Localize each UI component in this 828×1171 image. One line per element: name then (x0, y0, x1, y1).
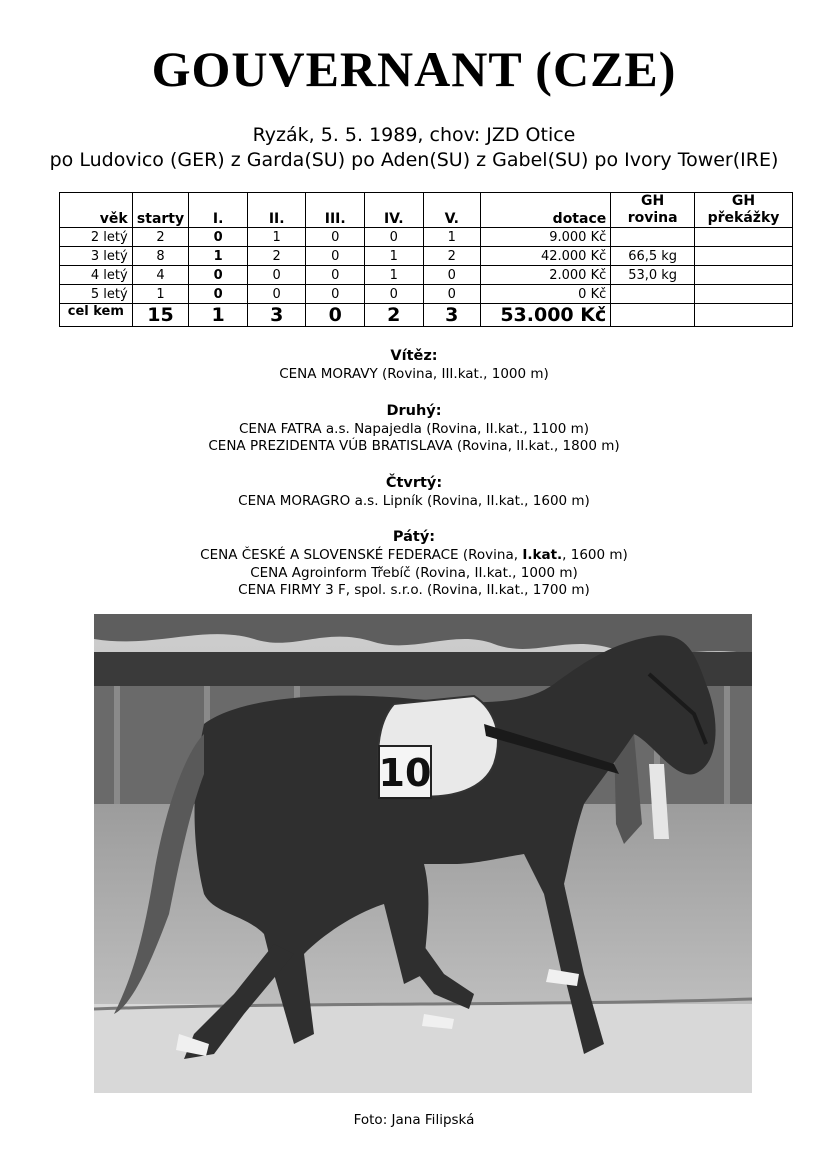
cell-gh-jump (695, 247, 793, 266)
cell-first: 0 (189, 228, 248, 247)
col-header-gh-jump: GH překážky (695, 193, 793, 228)
fifth-place-heading: Pátý: (392, 529, 436, 545)
cell-age: 2 letý (60, 228, 133, 247)
cell-total-second: 3 (247, 304, 306, 327)
col-header-starts: starty (132, 193, 189, 228)
cell-first: 0 (189, 266, 248, 285)
table-row (60, 266, 793, 285)
wins-second-place (0, 401, 828, 456)
cell-third: 0 (306, 228, 365, 247)
pedigree-line: po Ludovico (GER) z Garda(SU) po Aden(SU) z Gabel(SU) po Ivory Tower(IRE) (49, 149, 779, 171)
cell-total-money: 53.000 Kč (481, 304, 611, 327)
cell-second: 1 (247, 228, 306, 247)
table-header-row (60, 193, 793, 228)
cell-starts: 4 (132, 266, 189, 285)
cell-age: 5 letý (60, 285, 133, 304)
cell-fourth: 0 (364, 285, 423, 304)
race-item-text: , 1600 m) (562, 547, 628, 563)
col-header-second: II. (247, 193, 306, 228)
cell-total-fourth: 2 (364, 304, 423, 327)
cell-gh-flat (611, 228, 695, 247)
col-header-fifth: V. (423, 193, 481, 228)
race-item: CENA MORAGRO a.s. Lipník (Rovina, II.kat., 1600 m) (238, 492, 590, 509)
cell-starts: 8 (132, 247, 189, 266)
cell-gh-jump (695, 228, 793, 247)
table-row (60, 247, 793, 266)
cell-fourth: 1 (364, 266, 423, 285)
cell-starts: 2 (132, 228, 189, 247)
cell-third: 0 (306, 285, 365, 304)
cell-fifth: 2 (423, 247, 481, 266)
table-row (60, 285, 793, 304)
first-place-heading: Vítěz: (390, 348, 438, 364)
cell-total-third: 0 (306, 304, 365, 327)
cell-money: 9.000 Kč (481, 228, 611, 247)
cell-fifth: 0 (423, 266, 481, 285)
horse-name-title: GOUVERNANT (CZE) (151, 41, 677, 97)
cell-money: 0 Kč (481, 285, 611, 304)
race-item: CENA Agroinform Třebíč (Rovina, II.kat., 1000 m) (250, 564, 578, 581)
col-header-third: III. (306, 193, 365, 228)
wins-first-place (0, 346, 828, 384)
cell-fifth: 1 (423, 228, 481, 247)
cell-total-starts: 15 (132, 304, 189, 327)
cell-money: 2.000 Kč (481, 266, 611, 285)
race-item-text: CENA ČESKÉ A SLOVENSKÉ FEDERACE (Rovina, (200, 547, 523, 563)
col-header-first: I. (189, 193, 248, 228)
cell-third: 0 (306, 266, 365, 285)
col-header-gh-flat: GH rovina (611, 193, 695, 228)
cell-total-gh-jump (695, 304, 793, 327)
second-place-heading: Druhý: (386, 402, 442, 419)
race-statistics-table (59, 192, 793, 327)
cell-first: 0 (189, 285, 248, 304)
horse-photo-illustration (94, 614, 752, 1093)
cell-total-first: 1 (189, 304, 248, 327)
cell-gh-flat (611, 285, 695, 304)
fourth-place-heading: Čtvrtý: (385, 474, 443, 491)
cell-starts: 1 (132, 285, 189, 304)
cell-second: 0 (247, 285, 306, 304)
cell-first: 1 (189, 247, 248, 266)
cell-gh-jump (695, 285, 793, 304)
placings-section (0, 346, 828, 617)
cell-gh-flat: 66,5 kg (611, 247, 695, 266)
col-header-age: věk (60, 193, 133, 228)
race-item: CENA FATRA a.s. Napajedla (Rovina, II.kat., 1100 m) (238, 420, 590, 437)
cell-fifth: 0 (423, 285, 481, 304)
horse-photo (94, 614, 752, 1093)
photo-caption: Foto: Jana Filipská (353, 1112, 475, 1128)
race-item: CENA PREZIDENTA VÚB BRATISLAVA (Rovina, II.kat., 1800 m) (208, 438, 620, 454)
col-header-fourth: IV. (364, 193, 423, 228)
table-total-row (60, 304, 793, 327)
cell-total-gh-flat (611, 304, 695, 327)
horse-info-line: Ryzák, 5. 5. 1989, chov: JZD Otice (252, 124, 576, 146)
race-category-bold: I.kat. (522, 547, 563, 563)
cell-third: 0 (306, 247, 365, 266)
race-item: CENA MORAVY (Rovina, III.kat., 1000 m) (279, 366, 549, 382)
cell-gh-flat: 53,0 kg (611, 266, 695, 285)
cell-money: 42.000 Kč (481, 247, 611, 266)
cell-total-label: cel kem (60, 304, 133, 327)
cell-age: 3 letý (60, 247, 133, 266)
cell-second: 2 (247, 247, 306, 266)
cell-age: 4 letý (60, 266, 133, 285)
cell-gh-jump (695, 266, 793, 285)
number-cloth-text: 10 (378, 751, 432, 795)
wins-fourth-place (0, 473, 828, 511)
cell-fourth: 1 (364, 247, 423, 266)
cell-fourth: 0 (364, 228, 423, 247)
table-row (60, 228, 793, 247)
race-item: CENA FIRMY 3 F, spol. s.r.o. (Rovina, II.kat., 1700 m) (238, 582, 590, 598)
race-item (0, 547, 828, 565)
col-header-money: dotace (481, 193, 611, 228)
wins-fifth-place (0, 527, 828, 600)
cell-total-fifth: 3 (423, 304, 481, 327)
cell-second: 0 (247, 266, 306, 285)
